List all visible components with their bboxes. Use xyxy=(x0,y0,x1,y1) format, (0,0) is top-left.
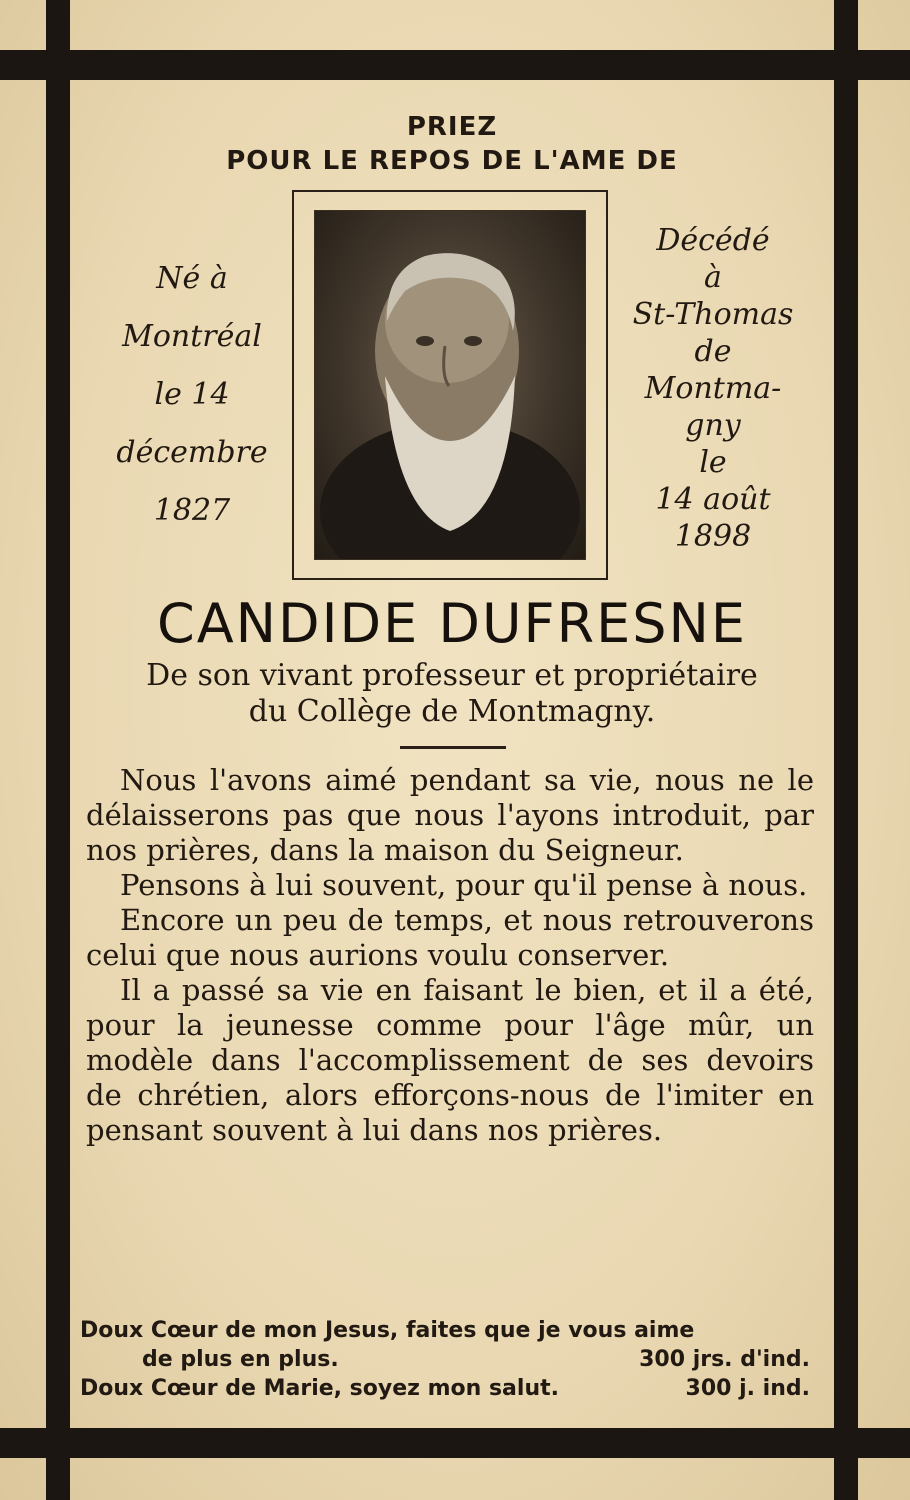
birth-line: 1827 xyxy=(153,493,231,528)
birth-line: décembre xyxy=(116,435,268,470)
death-line: 1898 xyxy=(674,519,752,554)
mourning-border-bottom xyxy=(0,1428,910,1458)
prayer-row xyxy=(80,1345,810,1374)
death-info xyxy=(608,222,818,555)
prayer-text: Doux Cœur de mon Jesus, faites que je vous aime xyxy=(80,1318,695,1343)
subtitle-line-2: du Collège de Montmagny. xyxy=(248,694,656,729)
prayer-row xyxy=(80,1316,810,1345)
birth-line: Montréal xyxy=(122,319,262,354)
header-line-2: POUR LE REPOS DE L'AME DE xyxy=(226,146,678,176)
death-line: à xyxy=(704,260,722,295)
mourning-border-stub xyxy=(46,0,70,50)
portrait-frame xyxy=(292,190,608,580)
memorial-text xyxy=(86,763,814,1148)
mourning-border-right xyxy=(834,80,858,1428)
prayer-text: de plus en plus. xyxy=(142,1347,339,1372)
mourning-border-stub xyxy=(46,1458,70,1500)
indulgence-value: 300 j. ind. xyxy=(685,1376,810,1401)
divider xyxy=(400,746,506,749)
mourning-border-left xyxy=(46,80,70,1428)
paragraph: Encore un peu de temps, et nous retrouverons celui que nous aurions voulu conserver. xyxy=(86,903,814,972)
mourning-border-stub xyxy=(834,1458,858,1500)
mourning-border-top xyxy=(0,50,910,80)
death-line: le xyxy=(699,445,727,480)
header xyxy=(70,110,834,178)
death-line: gny xyxy=(685,408,741,443)
portrait-illustration xyxy=(315,211,585,559)
portrait-photo xyxy=(314,210,586,560)
birth-line: Né à xyxy=(156,261,228,296)
prayer-text: Doux Cœur de Marie, soyez mon salut. xyxy=(80,1376,559,1401)
subtitle xyxy=(70,658,834,730)
death-line: St-Thomas xyxy=(632,297,794,332)
paragraph: Il a passé sa vie en faisant le bien, et il a été, pour la jeunesse comme pour l'âge mûr, un modèle dans l'accomplissement de ses devoirs de chrétien, alors efforçons-nous de l'imiter en pensant souvent à lui dans nos prières. xyxy=(86,973,814,1147)
indulgence-prayers xyxy=(80,1316,810,1403)
subtitle-line-1: De son vivant professeur et propriétaire xyxy=(146,658,758,693)
death-line: Montma- xyxy=(644,371,782,406)
prayer-row xyxy=(80,1374,810,1403)
death-line: de xyxy=(694,334,732,369)
death-line: Décédé xyxy=(656,223,770,258)
paragraph: Nous l'avons aimé pendant sa vie, nous ne le délaisserons pas que nous l'ayons introduit, par nos prières, dans la maison du Seigneur. xyxy=(86,763,814,867)
paragraph: Pensons à lui souvent, pour qu'il pense à nous. xyxy=(120,868,808,902)
indulgence-value: 300 jrs. d'ind. xyxy=(639,1347,810,1372)
death-line: 14 août xyxy=(655,482,771,517)
birth-line: le 14 xyxy=(154,377,230,412)
deceased-name: CANDIDE DUFRESNE xyxy=(156,592,747,655)
mourning-border-stub xyxy=(834,0,858,50)
birth-info xyxy=(92,250,292,540)
header-line-1: PRIEZ xyxy=(406,112,498,142)
